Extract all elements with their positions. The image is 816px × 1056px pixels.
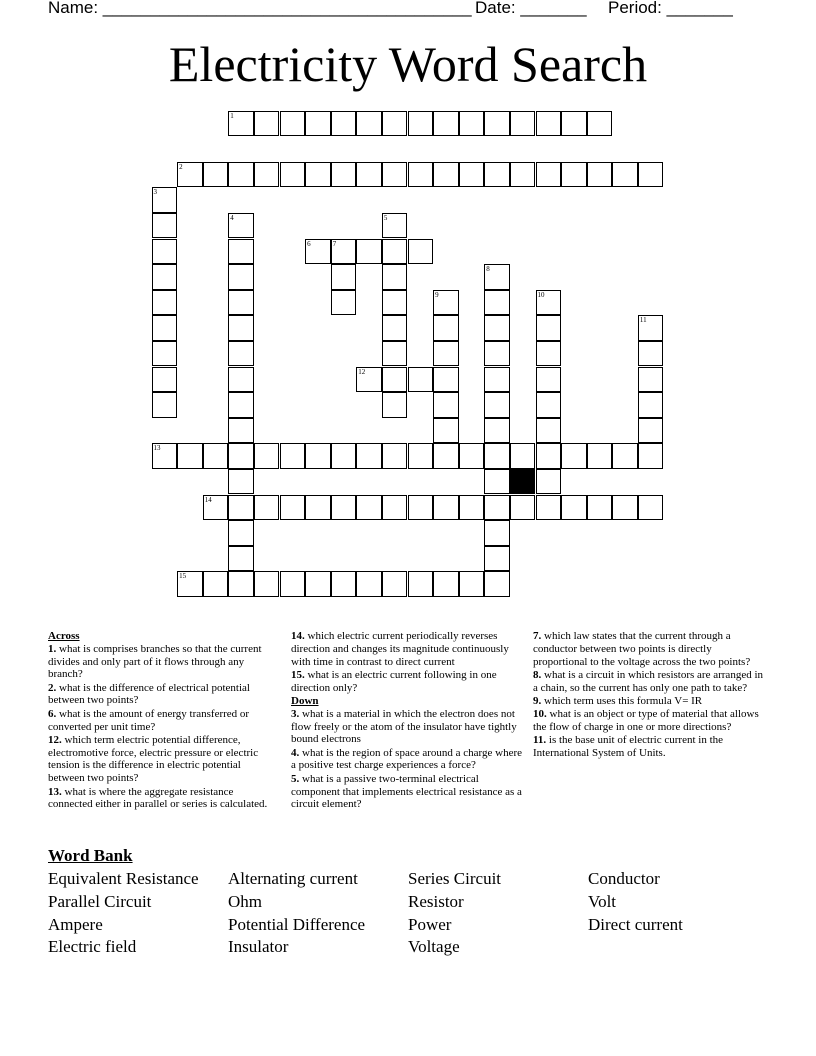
crossword-cell[interactable]	[356, 571, 382, 597]
crossword-cell[interactable]	[587, 443, 613, 469]
crossword-cell[interactable]	[484, 290, 510, 316]
crossword-cell[interactable]	[459, 162, 485, 188]
crossword-cell[interactable]	[228, 571, 254, 597]
word-bank-item: Volt	[588, 891, 617, 911]
crossword-cell[interactable]	[587, 162, 613, 188]
crossword-cell[interactable]	[331, 571, 357, 597]
clue-across-12: 12. which term electric potential difference, electromotive force, electric pressure or electric tension is the difference in electric potential between two points?	[48, 733, 259, 785]
crossword-cell[interactable]	[356, 443, 382, 469]
clue-number: 1	[230, 111, 234, 120]
crossword-cell[interactable]	[305, 162, 331, 188]
crossword-cell[interactable]	[536, 315, 562, 341]
word-bank-item: Insulator	[228, 937, 289, 957]
crossword-cell[interactable]	[356, 495, 382, 521]
word-bank-item: Resistor	[408, 891, 464, 911]
clue-number: 8	[486, 265, 490, 274]
crossword-cell[interactable]	[280, 495, 306, 521]
crossword-cell[interactable]	[254, 162, 280, 188]
crossword-cell[interactable]	[484, 162, 510, 188]
clue-down-8: 8. what is a circuit in which resistors are arranged in a chain, so the current has only one path to take?	[533, 668, 764, 694]
crossword-cell[interactable]	[536, 162, 562, 188]
clue-number: 13	[153, 444, 161, 453]
crossword-cell[interactable]	[280, 443, 306, 469]
crossword-cell[interactable]	[177, 162, 203, 188]
crossword-cell[interactable]	[382, 315, 408, 341]
crossword-cell[interactable]	[228, 469, 254, 495]
crossword-cell[interactable]	[561, 495, 587, 521]
crossword-cell[interactable]	[280, 111, 306, 137]
crossword-cell[interactable]	[228, 367, 254, 393]
crossword-cell[interactable]	[331, 162, 357, 188]
crossword-cell[interactable]	[459, 495, 485, 521]
blocked-cell	[510, 469, 536, 495]
word-bank-item: Electric field	[48, 937, 137, 957]
crossword-cell[interactable]	[638, 392, 664, 418]
word-bank-list	[48, 868, 768, 968]
word-bank-item: Series Circuit	[408, 869, 502, 888]
clue-down-9: 9. which term uses this formula V= IR	[533, 694, 703, 707]
crossword-cell[interactable]	[228, 443, 254, 469]
crossword-cell[interactable]	[612, 495, 638, 521]
crossword-cell[interactable]	[510, 111, 536, 137]
crossword-cell[interactable]	[536, 392, 562, 418]
word-bank-item: Direct current	[588, 914, 683, 934]
crossword-cell[interactable]	[177, 443, 203, 469]
crossword-cell[interactable]	[433, 367, 459, 393]
crossword-cell[interactable]	[203, 495, 229, 521]
crossword-cell[interactable]	[228, 546, 254, 572]
clue-across-15: 15. what is an electric current following in one direction only?	[291, 668, 497, 694]
crossword-cell[interactable]	[228, 162, 254, 188]
crossword-cell[interactable]	[152, 315, 178, 341]
clues-column-2	[291, 630, 523, 812]
crossword-cell[interactable]	[561, 443, 587, 469]
clue-number: 11	[639, 316, 647, 325]
clues-column-3	[533, 630, 765, 760]
crossword-cell[interactable]	[228, 520, 254, 546]
crossword-cell[interactable]	[536, 111, 562, 137]
crossword-cell[interactable]	[228, 213, 254, 239]
crossword-cell[interactable]	[408, 239, 434, 265]
crossword-cell[interactable]	[536, 341, 562, 367]
clue-down-11: 11. is the base unit of electric current in the International System of Units.	[533, 734, 724, 760]
crossword-cell[interactable]	[433, 495, 459, 521]
clue-number: 12	[358, 367, 366, 376]
crossword-cell[interactable]	[638, 341, 664, 367]
crossword-cell[interactable]	[408, 571, 434, 597]
word-bank-item: Parallel Circuit	[48, 891, 152, 911]
crossword-cell[interactable]	[484, 264, 510, 290]
crossword-cell[interactable]	[382, 443, 408, 469]
crossword-cell[interactable]	[433, 341, 459, 367]
crossword-cell[interactable]	[228, 290, 254, 316]
crossword-cell[interactable]	[536, 418, 562, 444]
clue-across-2: 2. what is the difference of electrical potential between two points?	[48, 681, 250, 707]
crossword-cell[interactable]	[382, 162, 408, 188]
crossword-cell[interactable]	[228, 264, 254, 290]
crossword-cell[interactable]	[510, 443, 536, 469]
crossword-cell[interactable]	[152, 239, 178, 265]
crossword-cell[interactable]	[408, 443, 434, 469]
crossword-cell[interactable]	[228, 315, 254, 341]
down-heading: Down	[291, 694, 319, 707]
crossword-cell[interactable]	[382, 264, 408, 290]
crossword-cell[interactable]	[433, 571, 459, 597]
crossword-cell[interactable]	[203, 571, 229, 597]
clue-down-7: 7. which law states that the current through a conductor between two points is directly proportional to the voltage across the two points?	[533, 630, 751, 668]
crossword-cell[interactable]	[305, 571, 331, 597]
crossword-cell[interactable]	[382, 290, 408, 316]
crossword-cell[interactable]	[638, 315, 664, 341]
word-bank-item: Voltage	[408, 937, 460, 957]
clue-across-14: 14. which electric current periodically reverses direction and changes its magnitude continuously with time in contrast to direct current	[291, 630, 509, 668]
crossword-cell[interactable]	[484, 418, 510, 444]
clue-number: 5	[383, 213, 388, 222]
crossword-cell[interactable]	[152, 443, 178, 469]
crossword-cell[interactable]	[280, 162, 306, 188]
crossword-cell[interactable]	[228, 341, 254, 367]
crossword-cell[interactable]	[561, 111, 587, 137]
crossword-cell[interactable]	[331, 495, 357, 521]
crossword-cell[interactable]	[382, 341, 408, 367]
crossword-cell[interactable]	[536, 290, 562, 316]
crossword-cell[interactable]	[331, 290, 357, 316]
word-bank-item: Ampere	[48, 914, 103, 934]
crossword-cell[interactable]	[612, 162, 638, 188]
crossword-cell[interactable]	[433, 443, 459, 469]
crossword-cell[interactable]	[484, 367, 510, 393]
crossword-cell[interactable]	[484, 469, 510, 495]
crossword-cell[interactable]	[587, 495, 613, 521]
crossword-cell[interactable]	[561, 162, 587, 188]
crossword-cell[interactable]	[280, 571, 306, 597]
crossword-cell[interactable]	[459, 111, 485, 137]
word-bank-item: Potential Difference	[228, 914, 366, 934]
crossword-cell[interactable]	[382, 495, 408, 521]
crossword-cell[interactable]	[152, 264, 178, 290]
crossword-cell[interactable]	[433, 315, 459, 341]
crossword-cell[interactable]	[152, 213, 178, 239]
clue-number: 9	[435, 290, 439, 299]
crossword-cell[interactable]	[510, 495, 536, 521]
crossword-cell[interactable]	[587, 111, 613, 137]
crossword-cell[interactable]	[356, 162, 382, 188]
crossword-cell[interactable]	[152, 367, 178, 393]
crossword-cell[interactable]	[382, 213, 408, 239]
crossword-cell[interactable]	[305, 239, 331, 265]
crossword-cell[interactable]	[254, 111, 280, 137]
crossword-cell[interactable]	[484, 111, 510, 137]
word-bank-item: Ohm	[228, 891, 262, 911]
word-bank-item: Alternating current	[228, 869, 358, 888]
crossword-cell[interactable]	[228, 418, 254, 444]
crossword-cell[interactable]	[408, 495, 434, 521]
crossword-cell[interactable]	[433, 162, 459, 188]
across-heading: Across	[48, 630, 80, 642]
crossword-cell[interactable]	[510, 162, 536, 188]
crossword-cell[interactable]	[228, 392, 254, 418]
crossword-cell[interactable]	[305, 495, 331, 521]
crossword-cell[interactable]	[382, 392, 408, 418]
clue-down-4: 4. what is the region of space around a charge where a positive test charge experiences a force?	[291, 746, 523, 772]
clue-number: 14	[204, 495, 212, 504]
crossword-cell[interactable]	[638, 495, 664, 521]
crossword-cell[interactable]	[152, 392, 178, 418]
word-bank	[48, 844, 768, 968]
clue-across-6: 6. what is the amount of energy transferred or converted per unit time?	[48, 707, 250, 733]
crossword-cell[interactable]	[433, 290, 459, 316]
clue-across-1: 1. what is comprises branches so that the current divides and only part of it flows through any branch?	[48, 642, 262, 681]
crossword-cell[interactable]	[228, 495, 254, 521]
clue-number: 4	[230, 213, 234, 222]
crossword-cell[interactable]	[331, 239, 357, 265]
clue-number: 2	[179, 162, 183, 171]
crossword-cell[interactable]	[612, 443, 638, 469]
clue-number: 7	[332, 239, 337, 248]
crossword-cell[interactable]	[433, 111, 459, 137]
crossword-cell[interactable]	[228, 111, 254, 137]
crossword-cell[interactable]	[484, 495, 510, 521]
date-field[interactable]: Date: _______	[475, 0, 587, 17]
clue-down-10: 10. what is an object or type of material that allows the flow of charge in one or more directions?	[533, 708, 759, 734]
crossword-cell[interactable]	[638, 418, 664, 444]
crossword-cell[interactable]	[536, 367, 562, 393]
crossword-cell[interactable]	[382, 111, 408, 137]
crossword-cell[interactable]	[433, 418, 459, 444]
crossword-cell[interactable]	[356, 367, 382, 393]
crossword-cell[interactable]	[638, 162, 664, 188]
crossword-cell[interactable]	[177, 571, 203, 597]
clue-number: 6	[307, 239, 311, 248]
word-bank-item: Power	[408, 914, 452, 934]
crossword-cell[interactable]	[536, 469, 562, 495]
crossword-cell[interactable]	[382, 367, 408, 393]
crossword-cell[interactable]	[408, 367, 434, 393]
crossword-cell[interactable]	[638, 367, 664, 393]
page-title: Electricity Word Search	[168, 36, 648, 92]
crossword-cell[interactable]	[408, 111, 434, 137]
clue-down-3: 3. what is a material in which the electron does not flow freely or the atom of the insulator have tightly bound electrons	[291, 707, 517, 746]
clue-number: 10	[537, 290, 545, 299]
crossword-cell[interactable]	[152, 187, 178, 213]
crossword-cell[interactable]	[152, 341, 178, 367]
clues-column-1	[48, 630, 280, 812]
crossword-cell[interactable]	[382, 571, 408, 597]
crossword-cell[interactable]	[305, 443, 331, 469]
crossword-cell[interactable]	[203, 162, 229, 188]
crossword-cell[interactable]	[484, 571, 510, 597]
crossword-cell[interactable]	[254, 495, 280, 521]
period-field[interactable]: Period: _______	[608, 0, 733, 17]
crossword-cell[interactable]	[536, 495, 562, 521]
word-bank-item: Conductor	[588, 869, 660, 888]
crossword-cell[interactable]	[331, 264, 357, 290]
crossword-cell[interactable]	[408, 162, 434, 188]
crossword-cell[interactable]	[228, 239, 254, 265]
crossword-cell[interactable]	[638, 443, 664, 469]
crossword-cell[interactable]	[356, 111, 382, 137]
crossword-cell[interactable]	[484, 341, 510, 367]
clue-number: 15	[179, 572, 187, 581]
clue-down-5: 5. what is a passive two-terminal electrical component that implements electrical resistance as a circuit element?	[291, 772, 522, 811]
crossword-cell[interactable]	[203, 443, 229, 469]
crossword-cell[interactable]	[536, 443, 562, 469]
clue-across-13: 13. what is where the aggregate resistance connected either in parallel or series is calculated.	[48, 785, 268, 811]
crossword-cell[interactable]	[254, 443, 280, 469]
crossword-cell[interactable]	[254, 571, 280, 597]
crossword-cell[interactable]	[382, 239, 408, 265]
crossword-cell[interactable]	[484, 315, 510, 341]
crossword-cell[interactable]	[484, 443, 510, 469]
crossword-cell[interactable]	[152, 290, 178, 316]
crossword-cell[interactable]	[484, 546, 510, 572]
crossword-cell[interactable]	[331, 443, 357, 469]
crossword-cell[interactable]	[459, 571, 485, 597]
crossword-cell[interactable]	[356, 239, 382, 265]
crossword-cell[interactable]	[433, 392, 459, 418]
word-bank-item: Equivalent Resistance	[48, 869, 199, 888]
crossword-cell[interactable]	[484, 392, 510, 418]
crossword-cell[interactable]	[459, 443, 485, 469]
word-bank-title: Word Bank	[48, 846, 133, 865]
crossword-cell[interactable]	[331, 111, 357, 137]
name-field[interactable]: Name: _______________________________________	[48, 0, 472, 17]
crossword-cell[interactable]	[484, 520, 510, 546]
clue-number: 3	[153, 188, 157, 197]
crossword-cell[interactable]	[305, 111, 331, 137]
